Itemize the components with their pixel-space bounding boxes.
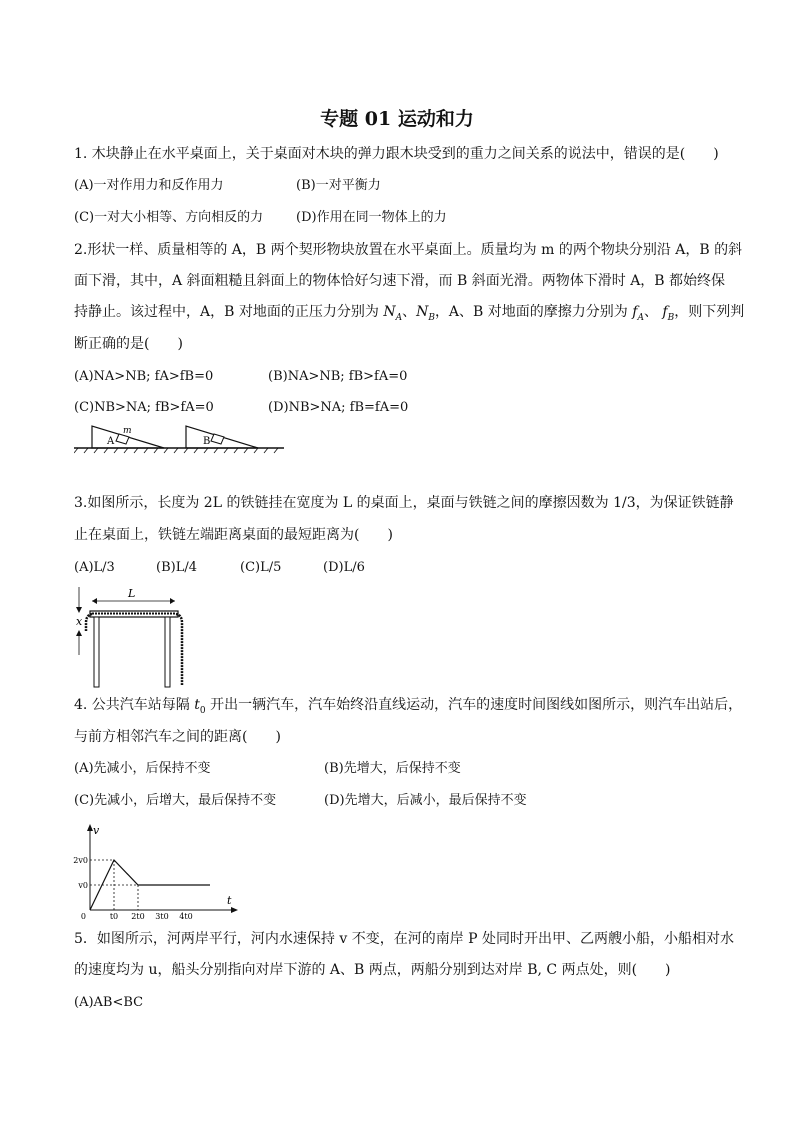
q2-line-3: 持静止。该过程中，A，B 对地面的正压力分别为 $N_A$、$N_B$，A、B 对地面的摩擦力分别为 $f_A$、 $f_B$，则下列判	[74, 304, 745, 323]
q5-line-2: 的速度均为 u，船头分别指向对岸下游的 A、B 两点，两船分别到达对岸 B, C 两点处，则( )	[74, 962, 671, 978]
q2-wedge-figure	[74, 424, 286, 454]
q5-line-1: 5．如图所示，河两岸平行，河内水速保持 v 不变，在河的南岸 P 处同时开出甲、乙两艘小船，小船相对水	[74, 931, 735, 947]
q1-stem: 1. 木块静止在水平桌面上，关于桌面对木块的弹力跟木块受到的重力之间关系的说法中，错误的是( )	[74, 146, 719, 162]
chain-gap-label: x	[76, 615, 83, 628]
q3-option-d: (D)L/6	[323, 560, 365, 575]
q3-line-1: 3.如图所示，长度为 2L 的铁链挂在宽度为 L 的桌面上，桌面与铁链之间的摩擦因数为 1/3，为保证铁链静	[74, 495, 734, 511]
q3-option-a: (A)L/3	[74, 560, 115, 575]
wedge-b-label: B	[203, 436, 211, 447]
q2-option-d: (D)NB>NA; fB=fA=0	[268, 400, 409, 415]
q1-option-b: (B)一对平衡力	[296, 178, 381, 193]
q4-option-c: (C)先减小，后增大，最后保持不变	[74, 793, 277, 808]
q4-option-a: (A)先减小，后保持不变	[74, 761, 211, 776]
q3-option-c: (C)L/5	[240, 560, 282, 575]
q2-line-4: 断正确的是( )	[74, 336, 183, 352]
q4-line-1: 4. 公共汽车站每隔 $t_0$ 开出一辆汽车，汽车始终沿直线运动，汽车的速度时间图线如图所示，则汽车出站后，	[74, 697, 743, 716]
q2-option-b: (B)NA>NB; fB>fA=0	[268, 369, 408, 384]
q1-option-a: (A)一对作用力和反作用力	[74, 178, 224, 193]
v-axis-label: v	[93, 824, 100, 837]
q2-option-a: (A)NA>NB; fA>fB=0	[74, 369, 214, 384]
q1-option-d: (D)作用在同一物体上的力	[296, 210, 447, 225]
page-title: 专题 01 运动和力	[320, 108, 474, 130]
q4-velocity-time-graph	[70, 822, 245, 920]
origin-label: 0	[80, 912, 86, 920]
table-width-label: L	[128, 587, 136, 600]
q5-option-a: (A)AB<BC	[74, 995, 144, 1010]
block-on-wedge-b	[211, 434, 224, 444]
y-tick-label: 2v0	[73, 856, 88, 865]
x-tick-label: 2t0	[131, 912, 145, 920]
table-leg-left	[94, 617, 99, 687]
x-tick-label: 4t0	[179, 912, 193, 920]
x-tick-label: 3t0	[155, 912, 169, 920]
t-axis-label: t	[227, 894, 232, 907]
q3-option-b: (B)L/4	[156, 560, 197, 575]
q3-chain-table-figure	[70, 585, 185, 690]
q2-line-2: 面下滑，其中，A 斜面粗糙且斜面上的物体恰好匀速下滑，而 B 斜面光滑。两物体下滑时 A，B 都始终保	[74, 273, 726, 289]
table-leg-right	[165, 617, 170, 687]
chain-right	[176, 614, 182, 685]
wedge-a-label: A	[107, 436, 115, 447]
q4-option-b: (B)先增大，后保持不变	[324, 761, 461, 776]
wedge-a-mass-label: m	[123, 426, 132, 436]
q4-option-d: (D)先增大，后减小，最后保持不变	[324, 793, 527, 808]
q3-line-2: 止在桌面上，铁链左端距离桌面的最短距离为( )	[74, 527, 393, 543]
q1-option-c: (C)一对大小相等、方向相反的力	[74, 210, 264, 225]
y-tick-label: v0	[78, 881, 88, 890]
q4-line-2: 与前方相邻汽车之间的距离( )	[74, 729, 281, 745]
q2-line-1: 2.形状一样、质量相等的 A，B 两个契形物块放置在水平桌面上。质量均为 m 的两个物块分别沿 A，B 的斜	[74, 242, 743, 258]
q2-option-c: (C)NB>NA; fB>fA=0	[74, 400, 214, 415]
x-tick-label: t0	[109, 912, 119, 920]
